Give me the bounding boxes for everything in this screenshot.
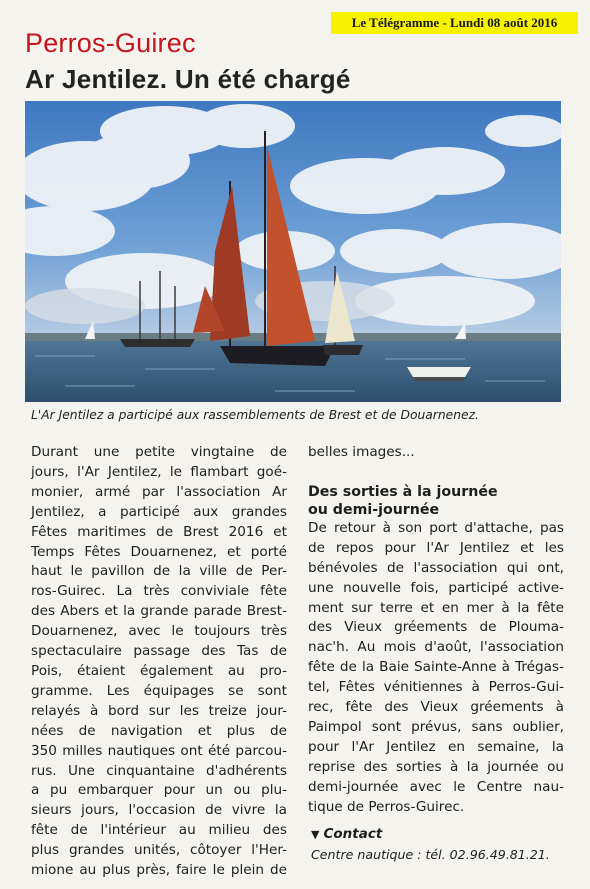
text-line: De retour à son port d'attache, pas: [308, 519, 564, 536]
text-line: Temps Fêtes Douarnenez, et porté: [31, 543, 287, 560]
article-photo: [25, 101, 561, 402]
text-line: ros-Guirec. La très conviviale fête: [31, 583, 287, 600]
text-line: nées de navigation et plus de: [31, 722, 287, 739]
text-line: rec, fête des Vieux gréements à: [308, 699, 564, 716]
text-line: relayés à bord sur les treize jour-: [31, 702, 287, 719]
text-line: sieurs jours, l'occasion de vivre la: [31, 802, 287, 819]
text-line: Durant une petite vingtaine de: [31, 444, 287, 460]
article-subheading: ou demi-journée: [308, 501, 440, 518]
text-line: Jentilez, a participé aux grandes: [31, 503, 287, 520]
text-line: tel, Fêtes vénitiennes à Perros-Gui-: [308, 679, 564, 696]
article-headline: Ar Jentilez. Un été chargé: [25, 64, 351, 94]
text-line: Douarnenez, avec le toujours très: [31, 623, 287, 640]
text-line: bénévoles de l'association qui ont,: [308, 559, 564, 576]
article-subheading: Des sorties à la journée: [308, 483, 498, 500]
text-line: Fêtes maritimes de Brest 2016 et: [31, 523, 287, 540]
text-line: spectaculaire passage des Tas de: [31, 643, 287, 660]
text-line: nac'h. Au mois d'août, l'association: [308, 639, 564, 656]
text-line: des Abers et la grande parade Brest-: [31, 603, 287, 620]
article-column-left: [31, 443, 287, 881]
text-line: ment sur terre et en mer à la fête: [308, 599, 564, 616]
text-line: tique de Perros-Guirec.: [308, 798, 465, 815]
text-line: fête de la Baie Sainte-Anne à Trégas-: [308, 659, 564, 676]
text-line: 350 milles nautiques ont été parcou-: [31, 742, 287, 759]
text-line: plus grandes unités, côtoyer l'Her-: [31, 842, 287, 859]
text-line: a pu embarquer pour un ou plu-: [31, 782, 287, 799]
triangle-down-icon: ▼: [311, 828, 320, 841]
text-line: mione au plus près, faire le plein de: [31, 862, 287, 879]
section-title: Perros-Guirec: [25, 28, 196, 58]
photo-caption: L'Ar Jentilez a participé aux rassemblements de Brest et de Douarnenez.: [31, 408, 479, 422]
text-line: monier, armé par l'association Ar: [31, 483, 287, 500]
text-line: de repos pour l'Ar Jentilez et les: [308, 539, 564, 556]
text-line: haut le pavillon de la ville de Per-: [31, 563, 287, 580]
article-column-right: [308, 443, 564, 818]
text-line: une nouvelle fois, participé active-: [308, 579, 564, 596]
text-line: gramme. Les équipages se sont: [31, 682, 287, 699]
text-line: rus. Une cinquantaine d'adhérents: [31, 762, 287, 779]
text-line: demi-journée avec le Centre nau-: [308, 778, 564, 795]
text-line: belles images...: [308, 444, 415, 460]
text-line: fête de l'intérieur au milieu des: [31, 822, 287, 839]
text-line: pour l'Ar Jentilez en semaine, la: [308, 738, 564, 755]
text-line: des Vieux gréements de Plouma-: [308, 619, 564, 636]
contact-details: Centre nautique : tél. 02.96.49.81.21.: [311, 847, 550, 862]
contact-label: Contact: [323, 826, 383, 842]
text-line: reprise des sorties à la journée ou: [308, 758, 564, 775]
text-line: jours, l'Ar Jentilez, le flambart goé-: [31, 463, 287, 480]
text-line: Pois, étaient également au pro-: [31, 662, 287, 679]
contact-heading: [311, 826, 382, 842]
text-line: Paimpol sont prévus, sans oublier,: [308, 718, 564, 735]
masthead-date: Le Télégramme - Lundi 08 août 2016: [331, 12, 578, 34]
sailboats-image: [25, 101, 561, 402]
